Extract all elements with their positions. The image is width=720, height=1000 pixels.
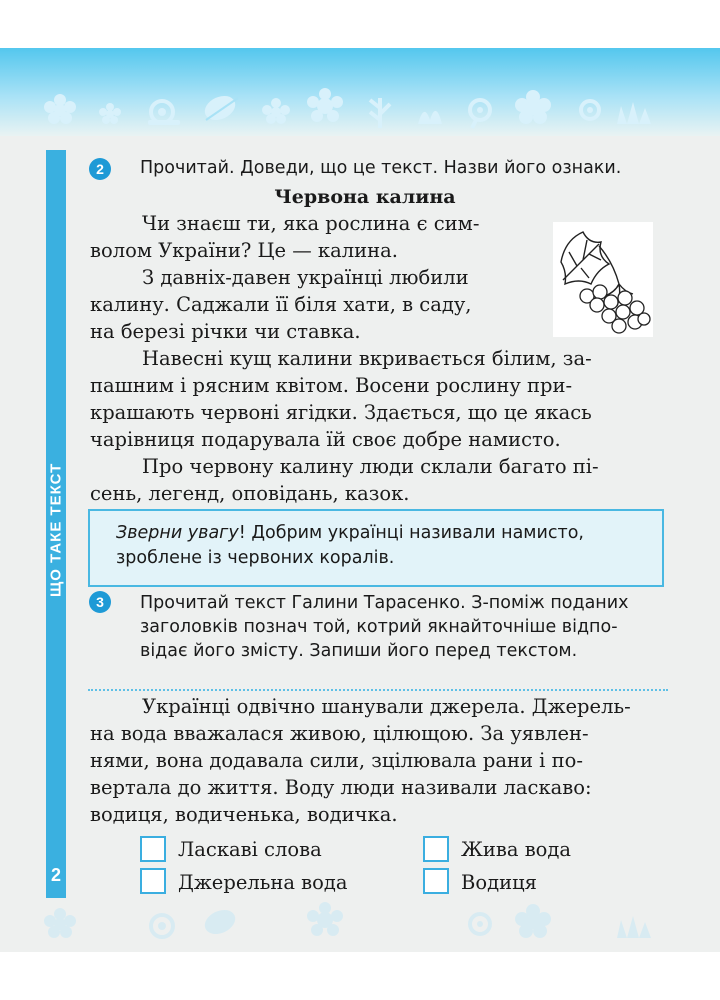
task-2-instruction: Прочитай. Доведи, що це текст. Назви його ознаки. bbox=[140, 158, 622, 178]
flower-icon bbox=[581, 101, 599, 119]
option-label-zhyva-voda: Жива вода bbox=[461, 838, 572, 861]
leaf-icon bbox=[201, 905, 239, 938]
page-number: 2 bbox=[50, 864, 61, 885]
snail-icon bbox=[148, 101, 180, 125]
ornament-row-top bbox=[30, 88, 670, 132]
paragraph-2-line: З давніх-давен українці любили bbox=[142, 266, 469, 289]
paragraph-4-line: сень, легенд, оповідань, казок. bbox=[90, 482, 410, 505]
task-3-number: 3 bbox=[89, 591, 111, 613]
sidebar-label: ЩО ТАКЕ ТЕКСТ bbox=[47, 462, 65, 598]
flower-icon bbox=[262, 98, 290, 124]
note-box bbox=[88, 509, 664, 587]
paragraph-4 bbox=[90, 453, 666, 507]
paragraph-1 bbox=[90, 210, 530, 264]
task-3-instruction-line: заголовків познач той, котрий якнайточніше відпо- bbox=[140, 617, 618, 637]
paragraph-2-line: на березі річки чи ставка. bbox=[90, 320, 361, 343]
task-3-instruction-line: відає його змісту. Запиши його перед текстом. bbox=[140, 641, 578, 661]
paragraph-3-line: пашним і рясним квітом. Восени рослину при- bbox=[90, 374, 573, 397]
flower-icon bbox=[44, 908, 76, 938]
option-checkbox-zhyva-voda[interactable] bbox=[423, 836, 449, 862]
flower-icon bbox=[44, 94, 76, 124]
note-emphasis: Зверни увагу bbox=[116, 523, 239, 543]
paragraph-2-line: калину. Саджали її біля хати, в саду, bbox=[90, 293, 472, 316]
paragraph-3-line: чарівниця подарувала їй своє добре намисто. bbox=[90, 428, 561, 451]
option-checkbox-laskavi-slova[interactable] bbox=[140, 836, 166, 862]
task-3-text-line: Українці одвічно шанували джерела. Джерель- bbox=[142, 695, 631, 718]
leaf-icon bbox=[617, 102, 651, 124]
leaf-icon bbox=[370, 98, 390, 128]
option-checkbox-dzherelna-voda[interactable] bbox=[140, 868, 166, 894]
task-3-text-line: на вода вважалася живою, цілющою. За уявлен- bbox=[90, 722, 589, 745]
story-title: Червона калина bbox=[274, 186, 456, 208]
snail-icon bbox=[151, 915, 173, 937]
flower-icon bbox=[515, 90, 551, 124]
snail-icon bbox=[470, 100, 490, 128]
paragraph-1-line: волом України? Це — калина. bbox=[90, 239, 398, 262]
paragraph-3-line: Навесні кущ калини вкривається білим, за- bbox=[142, 347, 592, 370]
task-2-number: 2 bbox=[89, 158, 111, 180]
task-3-text-line: нями, вона додавала сили, зцілювала рани і по- bbox=[90, 749, 583, 772]
option-checkbox-vodytsia[interactable] bbox=[423, 868, 449, 894]
note-body: ! Добрим українці називали намисто, зроблене із червоних коралів. bbox=[116, 523, 584, 568]
option-label-laskavi-slova: Ласкаві слова bbox=[178, 838, 322, 861]
flower-icon bbox=[99, 103, 121, 124]
paragraph-3-line: крашають червоні ягідки. Здається, що це якась bbox=[90, 401, 592, 424]
task-3-text bbox=[90, 693, 666, 828]
ornament-row-bottom bbox=[30, 902, 670, 946]
leaf-icon bbox=[418, 111, 442, 124]
paragraph-1-line: Чи знаєш ти, яка рослина є сим- bbox=[142, 212, 480, 235]
option-label-vodytsia: Водиця bbox=[461, 871, 537, 894]
task-3-instruction-line: Прочитай текст Галини Тарасенко. З-поміж поданих bbox=[140, 593, 629, 613]
flower-icon bbox=[515, 904, 551, 938]
snail-icon bbox=[470, 914, 490, 934]
flower-icon bbox=[307, 902, 343, 936]
flower-icon bbox=[307, 88, 343, 122]
paragraph-4-line: Про червону калину люди склали багато пі- bbox=[142, 455, 599, 478]
task-3-text-line: вертала до життя. Воду люди називали ласкаво: bbox=[90, 776, 592, 799]
paragraph-3 bbox=[90, 345, 666, 453]
option-label-dzherelna-voda: Джерельна вода bbox=[178, 871, 348, 894]
task-3-text-line: водиця, водиченька, водичка. bbox=[90, 803, 398, 826]
task-3-instruction bbox=[140, 591, 670, 663]
leaf-icon bbox=[201, 91, 239, 124]
note-text bbox=[116, 521, 646, 571]
writing-line[interactable] bbox=[88, 689, 668, 691]
paragraph-2 bbox=[90, 264, 530, 345]
leaf-icon bbox=[617, 916, 651, 938]
viburnum-illustration bbox=[553, 222, 653, 337]
